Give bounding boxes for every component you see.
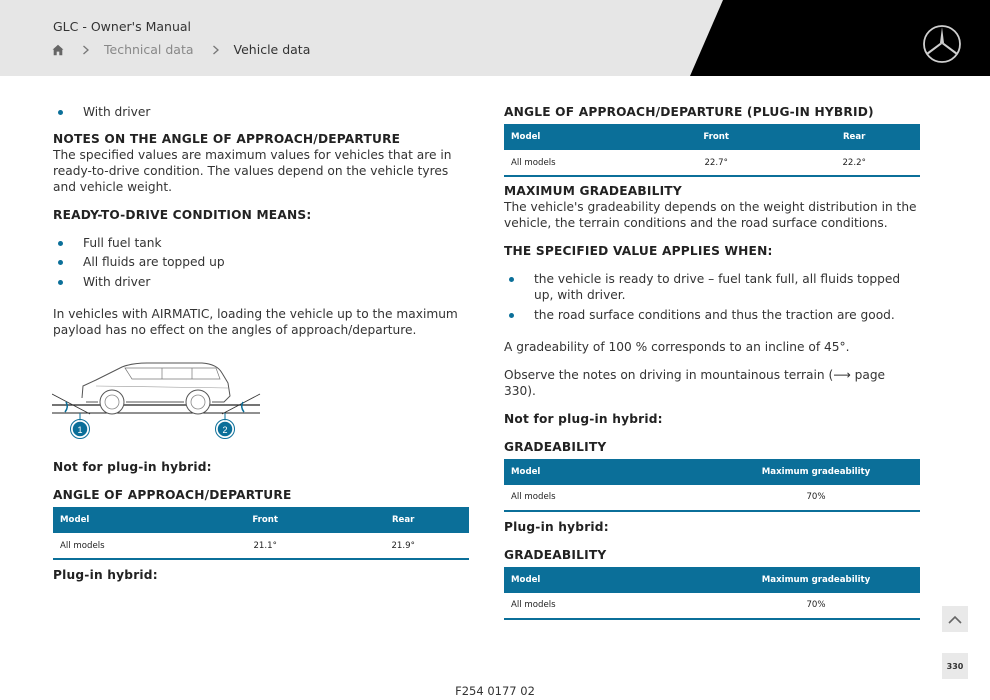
observe-text-content[interactable]: Observe the notes on driving in mountainous terrain (⟶ page 330). xyxy=(504,367,886,398)
table-header: Rear xyxy=(788,124,920,150)
table-cell: All models xyxy=(53,533,193,559)
table-header-row xyxy=(504,124,920,150)
table-header: Maximum gradeability xyxy=(712,567,920,593)
max-grade-heading: MAXIMUM GRADEABILITY xyxy=(504,184,682,198)
departure-arc xyxy=(242,402,244,412)
chevron-up-icon xyxy=(948,615,962,624)
chevron-right-icon xyxy=(82,45,90,55)
ready-heading: READY-TO-DRIVE CONDITION MEANS: xyxy=(53,207,312,222)
intro-bullet-list xyxy=(53,104,469,120)
right-column xyxy=(504,104,920,620)
table-header: Front xyxy=(644,124,788,150)
marker-1-label: 1 xyxy=(77,425,83,435)
table-cell: All models xyxy=(504,150,644,176)
table-cell: 21.1° xyxy=(193,533,337,559)
ready-bullet-list xyxy=(53,235,469,290)
angle-plugin-table xyxy=(504,124,920,177)
approach-arc xyxy=(65,402,67,412)
notes-heading: NOTES ON THE ANGLE OF APPROACH/DEPARTURE xyxy=(53,131,401,146)
grade-heading: GRADEABILITY xyxy=(504,439,607,454)
table-cell: 22.2° xyxy=(788,150,920,176)
table-row xyxy=(53,533,469,559)
table-row xyxy=(504,485,920,511)
grade-text: A gradeability of 100 % corresponds to an incline of 45°. xyxy=(504,339,850,354)
list-item: the vehicle is ready to drive – fuel tank full, all fluids topped up, with driver. xyxy=(504,271,920,303)
table-header: Front xyxy=(193,507,337,533)
table-cell: 22.7° xyxy=(644,150,788,176)
notes-text: The specified values are maximum values for vehicles that are in ready-to-drive condition. The values depend on the vehicle tyres and vehicle weight. xyxy=(53,147,452,194)
observe-text xyxy=(504,367,920,399)
footer-image-code: F254 0177 02 xyxy=(455,684,535,698)
vehicle-angle-figure xyxy=(52,358,264,442)
table-header: Model xyxy=(53,507,193,533)
list-item: the road surface conditions and thus the traction are good. xyxy=(504,307,920,323)
list-item: All fluids are topped up xyxy=(53,254,469,270)
not-plugin-label: Not for plug-in hybrid: xyxy=(53,460,212,474)
table-header: Rear xyxy=(337,507,469,533)
left-lower-section xyxy=(53,459,469,583)
table-row xyxy=(504,150,920,176)
grade-table xyxy=(504,459,920,512)
scroll-to-top-button[interactable] xyxy=(942,606,968,632)
angle-heading: ANGLE OF APPROACH/DEPARTURE xyxy=(53,488,292,502)
airmatic-text: In vehicles with AIRMATIC, loading the vehicle up to the maximum payload has no effect on the angles of approach/departure. xyxy=(53,306,458,337)
table-header: Model xyxy=(504,567,712,593)
rear-wheel xyxy=(186,390,210,414)
angle-table xyxy=(53,507,469,560)
grade-plugin-table xyxy=(504,567,920,620)
table-header: Model xyxy=(504,124,644,150)
angle-plugin-heading: ANGLE OF APPROACH/DEPARTURE (PLUG-IN HYBRID) xyxy=(504,105,874,119)
not-plugin-label: Not for plug-in hybrid: xyxy=(504,411,663,426)
table-cell: All models xyxy=(504,593,712,619)
manual-title: GLC - Owner's Manual xyxy=(53,19,191,34)
table-cell: 70% xyxy=(712,593,920,619)
breadcrumb-vehicle-data: Vehicle data xyxy=(233,42,311,57)
marker-2-label: 2 xyxy=(222,425,228,435)
breadcrumb-technical-data[interactable]: Technical data xyxy=(104,42,194,57)
plugin-label: Plug-in hybrid: xyxy=(53,568,158,582)
table-header-row xyxy=(53,507,469,533)
table-cell: All models xyxy=(504,485,712,511)
applies-bullet-list xyxy=(504,271,920,323)
page-header xyxy=(0,0,990,76)
page-number-button[interactable]: 330 xyxy=(942,653,968,679)
table-header: Model xyxy=(504,459,712,485)
breadcrumb xyxy=(52,42,310,57)
applies-heading: THE SPECIFIED VALUE APPLIES WHEN: xyxy=(504,244,773,258)
table-header-row xyxy=(504,459,920,485)
max-grade-text: The vehicle's gradeability depends on the weight distribution in the vehicle, the terrain conditions and the road surface conditions. xyxy=(504,200,917,230)
left-column xyxy=(53,104,469,338)
table-cell: 21.9° xyxy=(337,533,469,559)
front-wheel xyxy=(100,390,124,414)
table-header-row xyxy=(504,567,920,593)
grade-plugin-heading: GRADEABILITY xyxy=(504,547,607,562)
approach-angle-line xyxy=(52,394,90,414)
mercedes-star-icon[interactable] xyxy=(922,24,962,64)
chevron-right-icon xyxy=(212,45,220,55)
departure-angle-line xyxy=(222,394,260,414)
home-icon[interactable] xyxy=(52,44,64,56)
plugin-label: Plug-in hybrid: xyxy=(504,519,609,534)
list-item: With driver xyxy=(53,274,469,290)
list-item: Full fuel tank xyxy=(53,235,469,251)
table-header: Maximum gradeability xyxy=(712,459,920,485)
list-item: With driver xyxy=(53,104,469,120)
table-row xyxy=(504,593,920,619)
table-cell: 70% xyxy=(712,485,920,511)
car-windows xyxy=(125,368,220,379)
